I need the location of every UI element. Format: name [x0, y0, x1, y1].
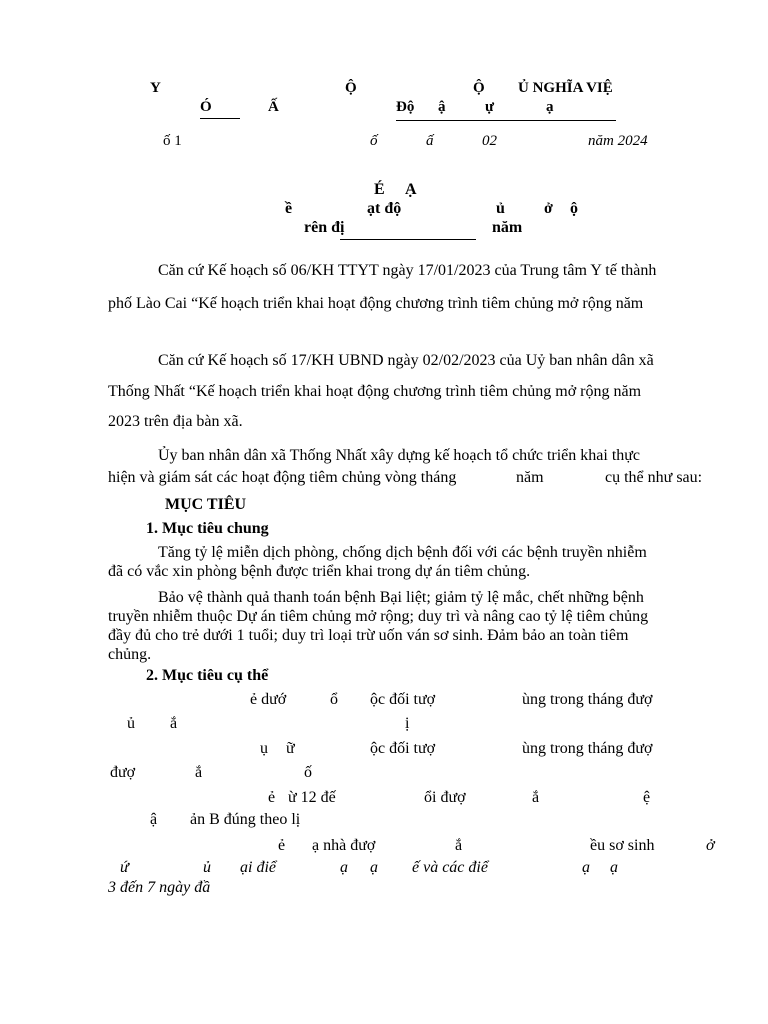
header-fragment: Ộ — [473, 80, 485, 96]
text-fragment: ạ — [370, 859, 378, 876]
title-fragment: É — [374, 181, 385, 198]
header-fragment: Y — [150, 80, 161, 96]
goal-line: truyền nhiễm thuộc Dự án tiêm chủng mở rộng; duy trì và nâng cao tỷ lệ tiêm chủng — [108, 608, 649, 625]
title-fragment: ủ — [496, 200, 505, 217]
header-fragment: Độ — [396, 99, 415, 115]
paragraph-line: Căn cứ Kế hoạch số 17/KH UBND ngày 02/02/2023 của Uỷ ban nhân dân xã — [158, 352, 654, 369]
text-fragment: ổi đượ — [424, 789, 466, 806]
paragraph-line: 2023 trên địa bàn xã. — [108, 413, 243, 430]
text-fragment: ạ — [582, 859, 590, 876]
date-year: năm 2024 — [588, 133, 648, 149]
text-fragment: ẻ dướ — [250, 691, 287, 708]
text-fragment: ùng trong tháng đượ — [522, 740, 653, 757]
paragraph-line: Căn cứ Kế hoạch số 06/KH TTYT ngày 17/01/2023 của Trung tâm Y tế thành — [158, 262, 657, 279]
text-fragment: ều sơ sinh — [590, 837, 655, 854]
title-fragment: ề — [285, 200, 293, 217]
title-fragment: ở — [544, 200, 553, 217]
date-month: 02 — [482, 133, 497, 149]
place-fragment: ố — [370, 133, 378, 149]
header-fragment: ậ — [438, 99, 446, 115]
header-fragment: Ộ — [345, 80, 357, 96]
text-fragment: đượ — [110, 764, 136, 781]
text-fragment: ế và các điể — [412, 859, 488, 876]
title-underline — [340, 239, 476, 240]
header-fragment: Ó — [200, 99, 212, 115]
text-fragment: ắ — [195, 764, 203, 781]
text-fragment: ị — [405, 715, 410, 732]
text-fragment: ở — [706, 837, 715, 854]
text-fragment: ứ — [120, 859, 129, 876]
text-fragment: ổ — [330, 691, 338, 708]
goal-line: chủng. — [108, 646, 152, 663]
paragraph-line: phố Lào Cai “Kế hoạch triển khai hoạt động chương trình tiêm chủng mở rộng năm — [108, 295, 644, 312]
place-fragment: ấ — [426, 133, 434, 149]
paragraph-line: năm — [516, 469, 544, 486]
goal-line: Bảo vệ thành quả thanh toán bệnh Bại liệt; giảm tỷ lệ mắc, chết những bệnh — [158, 589, 644, 606]
text-fragment: ẻ — [278, 837, 286, 854]
goal-line: đã có vắc xin phòng bệnh được triển khai trong dự án tiêm chủng. — [108, 563, 531, 580]
header-underline — [396, 120, 616, 121]
header-fragment: Ủ NGHĨA VIỆ — [518, 80, 613, 96]
header-fragment: ự — [485, 99, 495, 115]
text-fragment: ùng trong tháng đượ — [522, 691, 653, 708]
text-fragment: ộc đối tượ — [370, 691, 436, 708]
paragraph-line: hiện và giám sát các hoạt động tiêm chủng vòng tháng — [108, 469, 457, 486]
goal-line: Tăng tỷ lệ miễn dịch phòng, chống dịch bệnh đối với các bệnh truyền nhiễm — [158, 544, 647, 561]
text-fragment: ệ — [643, 789, 651, 806]
text-fragment: ụ — [260, 740, 268, 757]
paragraph-line: cụ thể như sau: — [605, 469, 703, 486]
goal-line: đầy đủ cho trẻ dưới 1 tuổi; duy trì loại trừ uốn ván sơ sinh. Đảm bảo an toàn tiêm — [108, 627, 629, 644]
title-fragment: ạt độ — [367, 200, 402, 217]
text-fragment: ừ 12 đế — [288, 789, 336, 806]
document-number: ố 1 — [163, 133, 182, 149]
title-fragment: Ạ — [405, 181, 417, 198]
header-underline — [200, 118, 240, 119]
subsection-heading: 2. Mục tiêu cụ thể — [146, 667, 269, 684]
text-fragment: ố — [304, 764, 312, 781]
title-fragment: ộ — [570, 200, 578, 217]
text-fragment: 3 đến 7 ngày đầ — [108, 879, 211, 896]
text-fragment: ắ — [170, 715, 178, 732]
text-fragment: ộc đối tượ — [370, 740, 436, 757]
text-fragment: ữ — [286, 740, 295, 757]
text-fragment: ạ — [610, 859, 618, 876]
title-fragment: rên đị — [304, 219, 345, 236]
header-fragment: ạ — [546, 99, 554, 115]
header-fragment: Ấ — [268, 99, 279, 115]
subsection-heading: 1. Mục tiêu chung — [146, 520, 269, 537]
text-fragment: ủ — [203, 859, 211, 876]
text-fragment: ắ — [455, 837, 463, 854]
paragraph-line: Ủy ban nhân dân xã Thống Nhất xây dựng kế hoạch tổ chức triển khai thực — [158, 447, 641, 464]
text-fragment: ậ — [150, 811, 158, 828]
section-heading: MỤC TIÊU — [165, 496, 247, 513]
text-fragment: ạ — [340, 859, 348, 876]
text-fragment: ẻ — [268, 789, 276, 806]
text-fragment: ủ — [127, 715, 135, 732]
text-fragment: ắ — [532, 789, 540, 806]
title-fragment: năm — [492, 219, 523, 236]
text-fragment: ại điể — [240, 859, 276, 876]
paragraph-line: Thống Nhất “Kế hoạch triển khai hoạt động chương trình tiêm chủng mở rộng năm — [108, 383, 642, 400]
text-fragment: ản B đúng theo lị — [190, 811, 301, 828]
text-fragment: ạ nhà đượ — [312, 837, 376, 854]
